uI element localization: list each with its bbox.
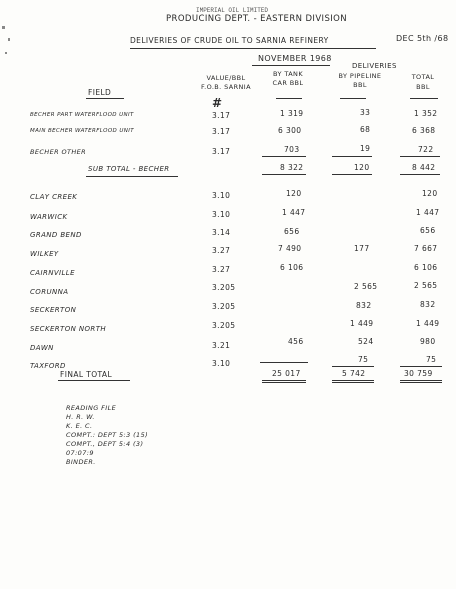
pipeline-final-double-rule (332, 380, 374, 381)
column-header-total: TOTAL BBL (411, 73, 435, 91)
row-total: 120 (422, 189, 438, 198)
row-total: 30 759 (404, 369, 433, 378)
tank-car-final-double-rule (262, 380, 306, 381)
row-field: SECKERTON (30, 306, 77, 314)
distribution-item: COMPT., DEPT 5:4 (3) (66, 440, 144, 448)
subtotal-underline (86, 176, 178, 177)
row-pipeline: 1 449 (350, 319, 374, 328)
company-name: IMPERIAL OIL LIMITED (196, 7, 269, 14)
row-field: DAWN (30, 344, 54, 352)
row-field: BECHER OTHER (30, 148, 87, 156)
row-total: 1 449 (416, 319, 440, 328)
tank-car-final-double-rule (262, 382, 306, 383)
total-subtotal-double-rule (400, 174, 440, 175)
row-pipeline: 832 (356, 301, 372, 310)
row-field: GRAND BEND (30, 231, 82, 239)
row-value-bbl: 3.205 (212, 283, 236, 292)
row-pipeline: 33 (360, 108, 371, 117)
row-total: 832 (420, 300, 436, 309)
row-total: 7 667 (414, 244, 438, 253)
scan-mark (2, 26, 5, 29)
pipeline-final-rule (332, 366, 374, 367)
row-pipeline: 75 (358, 355, 369, 364)
row-value-bbl: 3.10 (212, 359, 231, 368)
row-pipeline: 120 (354, 163, 370, 172)
row-tank-car: 6 300 (278, 126, 302, 135)
row-total: 980 (420, 337, 436, 346)
row-total: 722 (418, 145, 434, 154)
row-tank-car: 6 106 (280, 263, 304, 272)
row-value-bbl: 3.17 (212, 111, 231, 120)
tank-car-subtotal-double-rule (262, 174, 306, 175)
row-pipeline: 19 (360, 144, 371, 153)
row-pipeline: 5 742 (342, 369, 366, 378)
row-tank-car: 656 (284, 227, 300, 236)
final-total-underline (58, 380, 130, 381)
row-value-bbl: 3.21 (212, 341, 231, 350)
pipeline-subtotal-rule (332, 156, 372, 157)
row-value-bbl: 3.17 (212, 147, 231, 156)
row-total: 75 (426, 355, 437, 364)
pipeline-subtotal-double-rule (332, 174, 372, 175)
row-value-bbl: 3.10 (212, 191, 231, 200)
row-field: TAXFORD (30, 362, 66, 370)
value-unit-symbol: # (212, 96, 223, 110)
tank-car-header-underline (276, 98, 302, 99)
row-tank-car: 1 447 (282, 208, 306, 217)
row-tank-car: 8 322 (280, 163, 304, 172)
report-title: DELIVERIES OF CRUDE OIL TO SARNIA REFINERY (130, 36, 329, 45)
scan-mark (8, 38, 10, 41)
department-title: PRODUCING DEPT. - EASTERN DIVISION (166, 14, 348, 24)
row-value-bbl: 3.10 (212, 210, 231, 219)
pipeline-header-underline (340, 98, 366, 99)
total-header-underline (410, 98, 438, 99)
row-value-bbl: 3.17 (212, 127, 231, 136)
subtotal-label: SUB TOTAL - BECHER (88, 165, 170, 173)
distribution-item: COMPT.: DEPT 5:3 (15) (66, 431, 149, 439)
row-tank-car: 25 017 (272, 369, 301, 378)
row-field: WILKEY (30, 250, 59, 258)
row-total: 1 352 (414, 109, 438, 118)
row-field: CORUNNA (30, 288, 69, 296)
row-pipeline: 177 (354, 244, 370, 253)
distribution-item: K. E. C. (66, 422, 93, 430)
column-header-value-bbl: VALUE/BBL F.O.B. SARNIA (201, 74, 251, 91)
row-value-bbl: 3.14 (212, 228, 231, 237)
row-field: MAIN BECHER WATERFLOOD UNIT (30, 128, 135, 134)
row-pipeline: 524 (358, 337, 374, 346)
distribution-item: H. R. W. (66, 413, 95, 421)
pipeline-final-double-rule (332, 382, 374, 383)
report-date: DEC 5th /68 (396, 34, 449, 43)
row-tank-car: 7 490 (278, 244, 302, 253)
row-pipeline: 68 (360, 125, 371, 134)
row-total: 6 106 (414, 263, 438, 272)
row-total: 1 447 (416, 208, 440, 217)
row-value-bbl: 3.205 (212, 321, 236, 330)
tank-car-final-rule (260, 362, 308, 363)
row-total: 656 (420, 226, 436, 235)
field-header-underline (86, 98, 124, 99)
final-total-label: FINAL TOTAL (60, 370, 113, 379)
report-month: NOVEMBER 1968 (258, 54, 332, 63)
row-tank-car: 1 319 (280, 109, 304, 118)
row-tank-car: 703 (284, 145, 300, 154)
column-header-field: FIELD (88, 88, 112, 97)
column-header-tank-car: BY TANK CAR BBL (272, 70, 304, 87)
column-header-pipeline: BY PIPELINE BBL (338, 72, 382, 89)
row-total: 2 565 (414, 281, 438, 290)
scan-mark (5, 52, 7, 54)
row-field: CAIRNVILLE (30, 269, 75, 277)
row-field: CLAY CREEK (30, 193, 78, 201)
row-tank-car: 456 (288, 337, 304, 346)
row-field: BECHER PART WATERFLOOD UNIT (30, 112, 134, 118)
row-tank-car: 120 (286, 189, 302, 198)
column-header-deliveries: DELIVERIES (352, 62, 397, 70)
distribution-list (66, 404, 148, 467)
title-underline (130, 48, 376, 49)
month-underline (252, 65, 330, 66)
row-value-bbl: 3.27 (212, 246, 231, 255)
tank-car-subtotal-rule (262, 156, 306, 157)
row-value-bbl: 3.205 (212, 302, 236, 311)
distribution-item: READING FILE (66, 404, 117, 412)
total-final-double-rule (400, 382, 442, 383)
total-final-rule (400, 366, 442, 367)
total-subtotal-rule (400, 156, 440, 157)
row-field: WARWICK (30, 213, 68, 221)
row-total: 6 368 (412, 126, 436, 135)
distribution-item: BINDER. (66, 458, 96, 466)
distribution-item: 07:07:9 (66, 449, 94, 457)
row-field: SECKERTON NORTH (30, 325, 107, 333)
row-value-bbl: 3.27 (212, 265, 231, 274)
row-pipeline: 2 565 (354, 282, 378, 291)
total-final-double-rule (400, 380, 442, 381)
row-total: 8 442 (412, 163, 436, 172)
